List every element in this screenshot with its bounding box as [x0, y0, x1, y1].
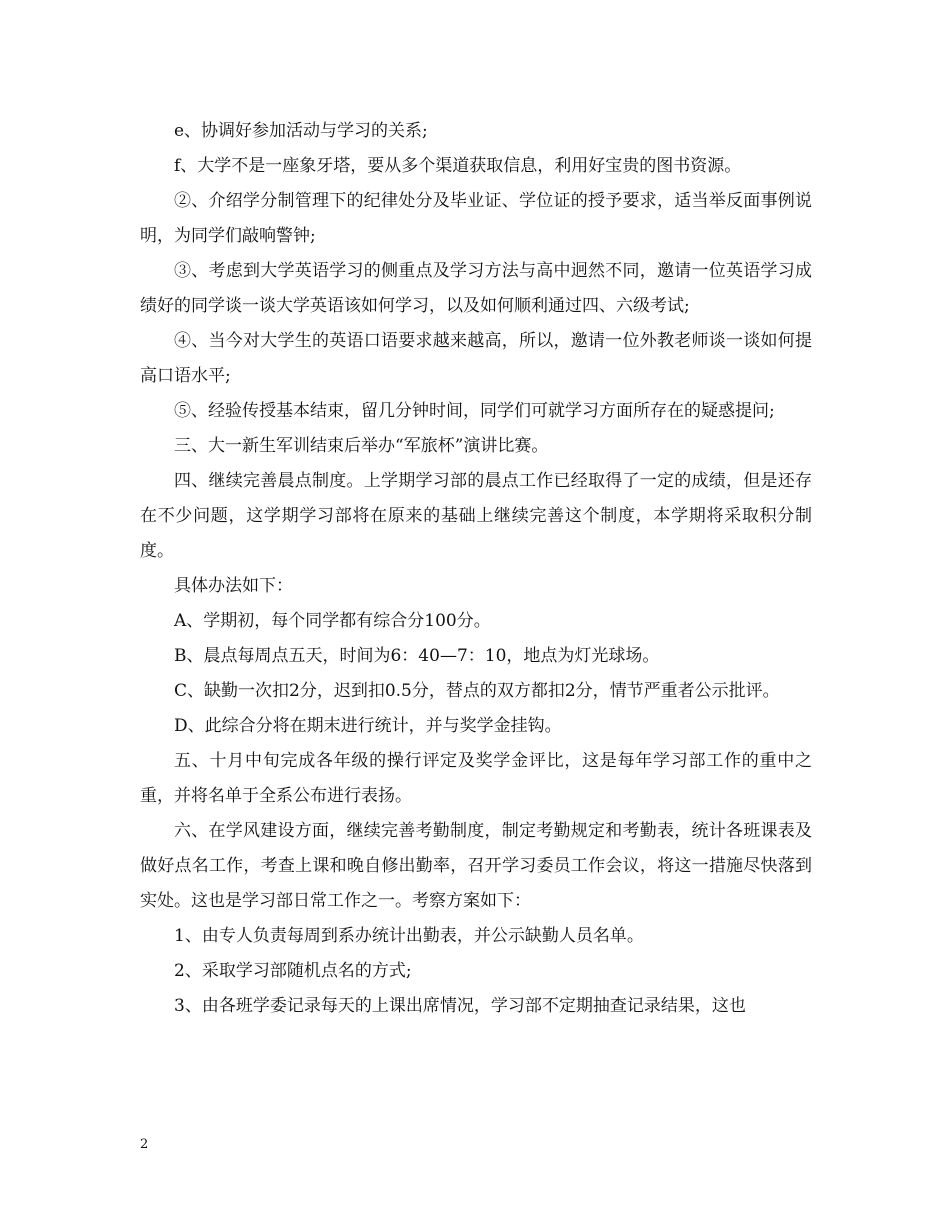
page-number: 2	[140, 1137, 149, 1152]
document-body	[140, 114, 812, 1024]
paragraph-section-4: 四、继续完善晨点制度。上学期学习部的晨点工作已经取得了一定的成绩，但是还存在不少问题，这学期学习部将在原来的基础上继续完善这个制度，本学期将采取积分制度。	[140, 471, 812, 561]
paragraph-section-3: 三、大一新生军训结束后举办“军旅杯”演讲比赛。	[174, 436, 549, 456]
paragraph-e: e、协调好参加活动与学习的关系;	[174, 121, 428, 141]
paragraph-plan-1: 1、由专人负责每周到系办统计出勤表，并公示缺勤人员名单。	[174, 926, 644, 946]
paragraph-method-intro: 具体办法如下：	[174, 576, 293, 596]
paragraph-section-5: 五、十月中旬完成各年级的操行评定及奖学金评比，这是每年学习部工作的重中之重，并将名单于全系公布进行表扬。	[140, 751, 812, 806]
paragraph-method-c: C、缺勤一次扣2分，迟到扣0.5分，替点的双方都扣2分，情节严重者公示批评。	[174, 681, 780, 701]
paragraph-plan-3: 3、由各班学委记录每天的上课出席情况，学习部不定期抽查记录结果，这也	[174, 996, 746, 1016]
paragraph-item-3: ③、考虑到大学英语学习的侧重点及学习方法与高中迥然不同，邀请一位英语学习成绩好的同学谈一谈大学英语该如何学习，以及如何顺利通过四、六级考试;	[140, 261, 812, 316]
paragraph-item-5: ⑤、经验传授基本结束，留几分钟时间，同学们可就学习方面所存在的疑惑提问;	[174, 401, 775, 421]
paragraph-method-b: B、晨点每周点五天，时间为6：40—7：10，地点为灯光球场。	[174, 646, 660, 666]
paragraph-method-d: D、此综合分将在期末进行统计，并与奖学金挂钩。	[174, 716, 562, 736]
paragraph-item-4: ④、当今对大学生的英语口语要求越来越高，所以，邀请一位外教老师谈一谈如何提高口语水平;	[140, 331, 812, 386]
paragraph-item-2: ②、介绍学分制管理下的纪律处分及毕业证、学位证的授予要求，适当举反面事例说明，为同学们敲响警钟;	[140, 191, 812, 246]
paragraph-f: f、大学不是一座象牙塔，要从多个渠道获取信息，利用好宝贵的图书资源。	[174, 156, 742, 176]
paragraph-section-6: 六、在学风建设方面，继续完善考勤制度，制定考勤规定和考勤表，统计各班课表及做好点名工作，考查上课和晚自修出勤率，召开学习委员工作会议，将这一措施尽快落到实处。这也是学习部日常工作之一。考察方案如下：	[140, 821, 812, 911]
paragraph-plan-2: 2、采取学习部随机点名的方式;	[174, 961, 412, 981]
paragraph-method-a: A、学期初，每个同学都有综合分100分。	[174, 611, 491, 631]
